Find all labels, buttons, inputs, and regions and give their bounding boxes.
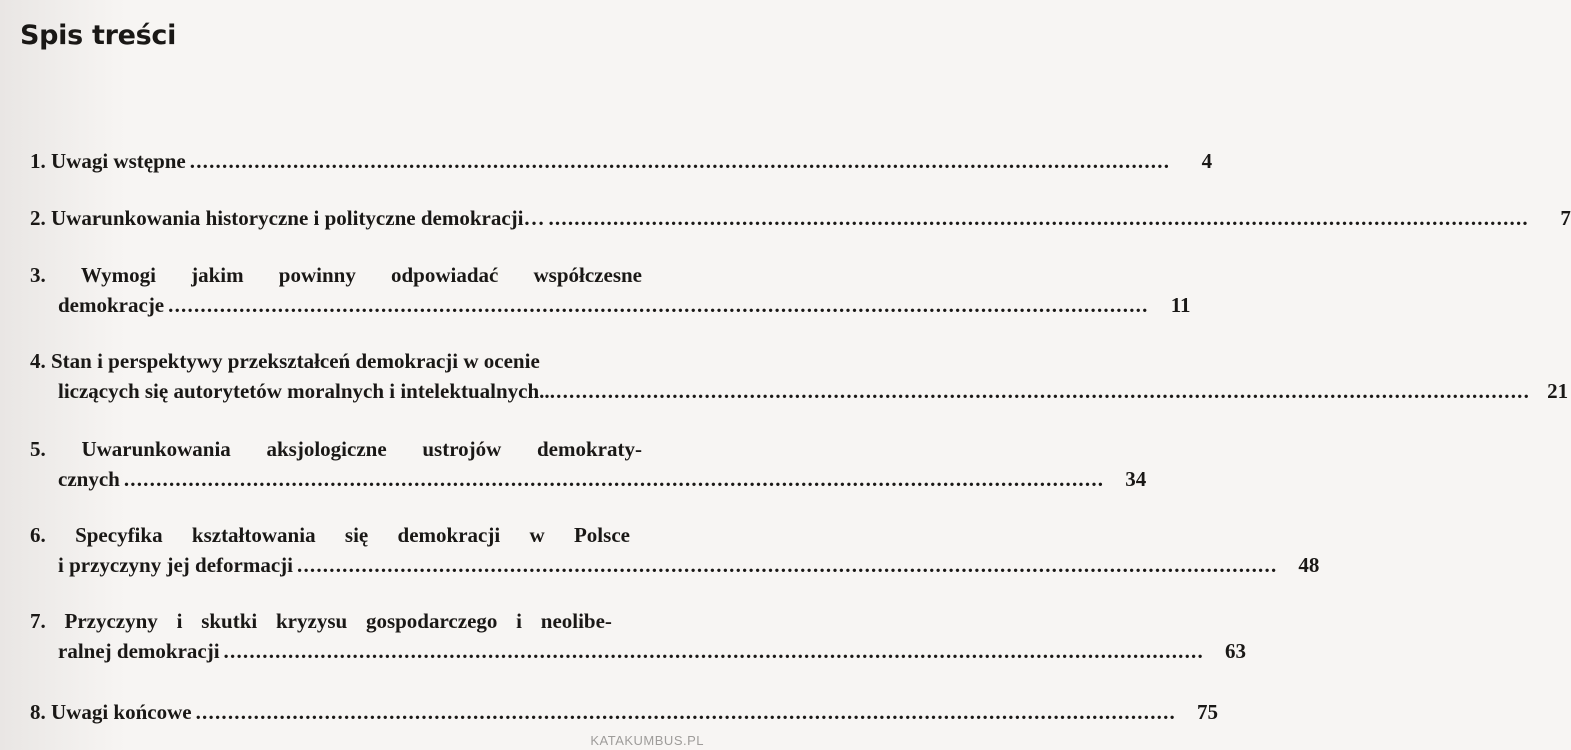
word: 3. xyxy=(30,263,46,287)
toc-entry-line xyxy=(30,636,1246,666)
word: aksjologiczne xyxy=(266,437,387,461)
toc-entry-text: 8. Uwagi końcowe xyxy=(30,700,192,724)
toc-entry-line xyxy=(30,346,680,376)
toc-entry-7 xyxy=(30,606,1246,666)
word: powinny xyxy=(278,263,356,287)
word: Polsce xyxy=(573,523,630,547)
toc-entry-1 xyxy=(30,146,1213,176)
word: 6. xyxy=(30,523,46,547)
word: 7. xyxy=(30,609,46,633)
toc-page-number: 63 xyxy=(1224,639,1246,663)
word: w xyxy=(529,523,545,547)
toc-entry-text: liczących się autorytetów moralnych i intelektualnych.. xyxy=(58,379,550,403)
toc-entry-line xyxy=(30,434,642,464)
toc-entry-line xyxy=(30,520,630,550)
word: jakim xyxy=(191,263,244,287)
dot-leader: ........................................................................................................................................................ xyxy=(123,467,1105,491)
toc-page-number: 11 xyxy=(1170,293,1191,317)
toc-page-number: 48 xyxy=(1298,553,1320,577)
word: kształtowania xyxy=(191,523,316,547)
word: współczesne xyxy=(533,263,642,287)
toc-entry-line xyxy=(30,146,1213,176)
word: Uwarunkowania xyxy=(81,437,231,461)
toc-entry-line xyxy=(30,290,1191,320)
toc-entry-text: ralnej demokracji xyxy=(58,639,220,663)
word: się xyxy=(344,523,369,547)
toc-entry-5 xyxy=(30,434,1147,494)
word: gospodarczego xyxy=(365,609,498,633)
word: Specyfika xyxy=(75,523,163,547)
dot-leader: ........................................................................................................................................................ xyxy=(223,639,1204,663)
word: kryzysu xyxy=(276,609,348,633)
dot-leader: ........................................................................................................................................................ xyxy=(297,553,1278,577)
toc-entry-line xyxy=(30,697,1218,727)
word: skutki xyxy=(201,609,258,633)
dot-leader: ........................................................................................................................................................ xyxy=(548,206,1529,230)
word: neolibe- xyxy=(540,609,612,633)
dot-leader: ........................................................................................................................................................ xyxy=(189,149,1171,173)
toc-entry-text: cznych xyxy=(58,467,120,491)
word: Wymogi xyxy=(80,263,156,287)
word: Przyczyny xyxy=(64,609,158,633)
toc-entry-text: 2. Uwarunkowania historyczne i polityczne demokracji… xyxy=(30,206,545,230)
toc-entry-3 xyxy=(30,260,1191,320)
toc-entry-line xyxy=(30,464,1147,494)
toc-entry-text: i przyczyny jej deformacji xyxy=(58,553,293,577)
dot-leader: ........................................................................................................................................................ xyxy=(549,379,1531,403)
toc-entry-8 xyxy=(30,697,1218,727)
toc-entry-text: 4. Stan i perspektywy przekształceń demokracji w ocenie xyxy=(30,349,540,373)
word: i xyxy=(176,609,183,633)
toc-page-number: 21 xyxy=(1547,379,1569,403)
word: i xyxy=(516,609,522,633)
toc-entry-line xyxy=(30,550,1320,580)
word: demokracji xyxy=(397,523,501,547)
toc-entry-6 xyxy=(30,520,1320,580)
toc-page-number: 75 xyxy=(1197,700,1218,724)
word: demokraty- xyxy=(536,437,642,461)
toc-page-number: 34 xyxy=(1125,467,1147,491)
page-title: Spis treści xyxy=(20,20,177,51)
toc-page-number: 7 xyxy=(1560,206,1571,230)
toc-entry-line xyxy=(30,606,612,636)
word: 5. xyxy=(30,437,46,461)
toc-entry-line xyxy=(30,376,1569,406)
watermark: KATAKUMBUS.PL xyxy=(590,733,704,748)
word: ustrojów xyxy=(422,437,502,461)
toc-entry-text: demokracje xyxy=(58,293,165,317)
dot-leader: ........................................................................................................................................................ xyxy=(168,293,1149,317)
word: odpowiadać xyxy=(390,263,499,287)
toc-entry-text: 1. Uwagi wstępne xyxy=(30,149,186,173)
dot-leader: ........................................................................................................................................................ xyxy=(195,700,1176,724)
toc-entry-2 xyxy=(30,203,1571,233)
toc-entry-line xyxy=(30,260,642,290)
toc-page-number: 4 xyxy=(1201,149,1213,173)
toc-entry-line xyxy=(30,203,1571,233)
toc-entry-4 xyxy=(30,346,1569,406)
